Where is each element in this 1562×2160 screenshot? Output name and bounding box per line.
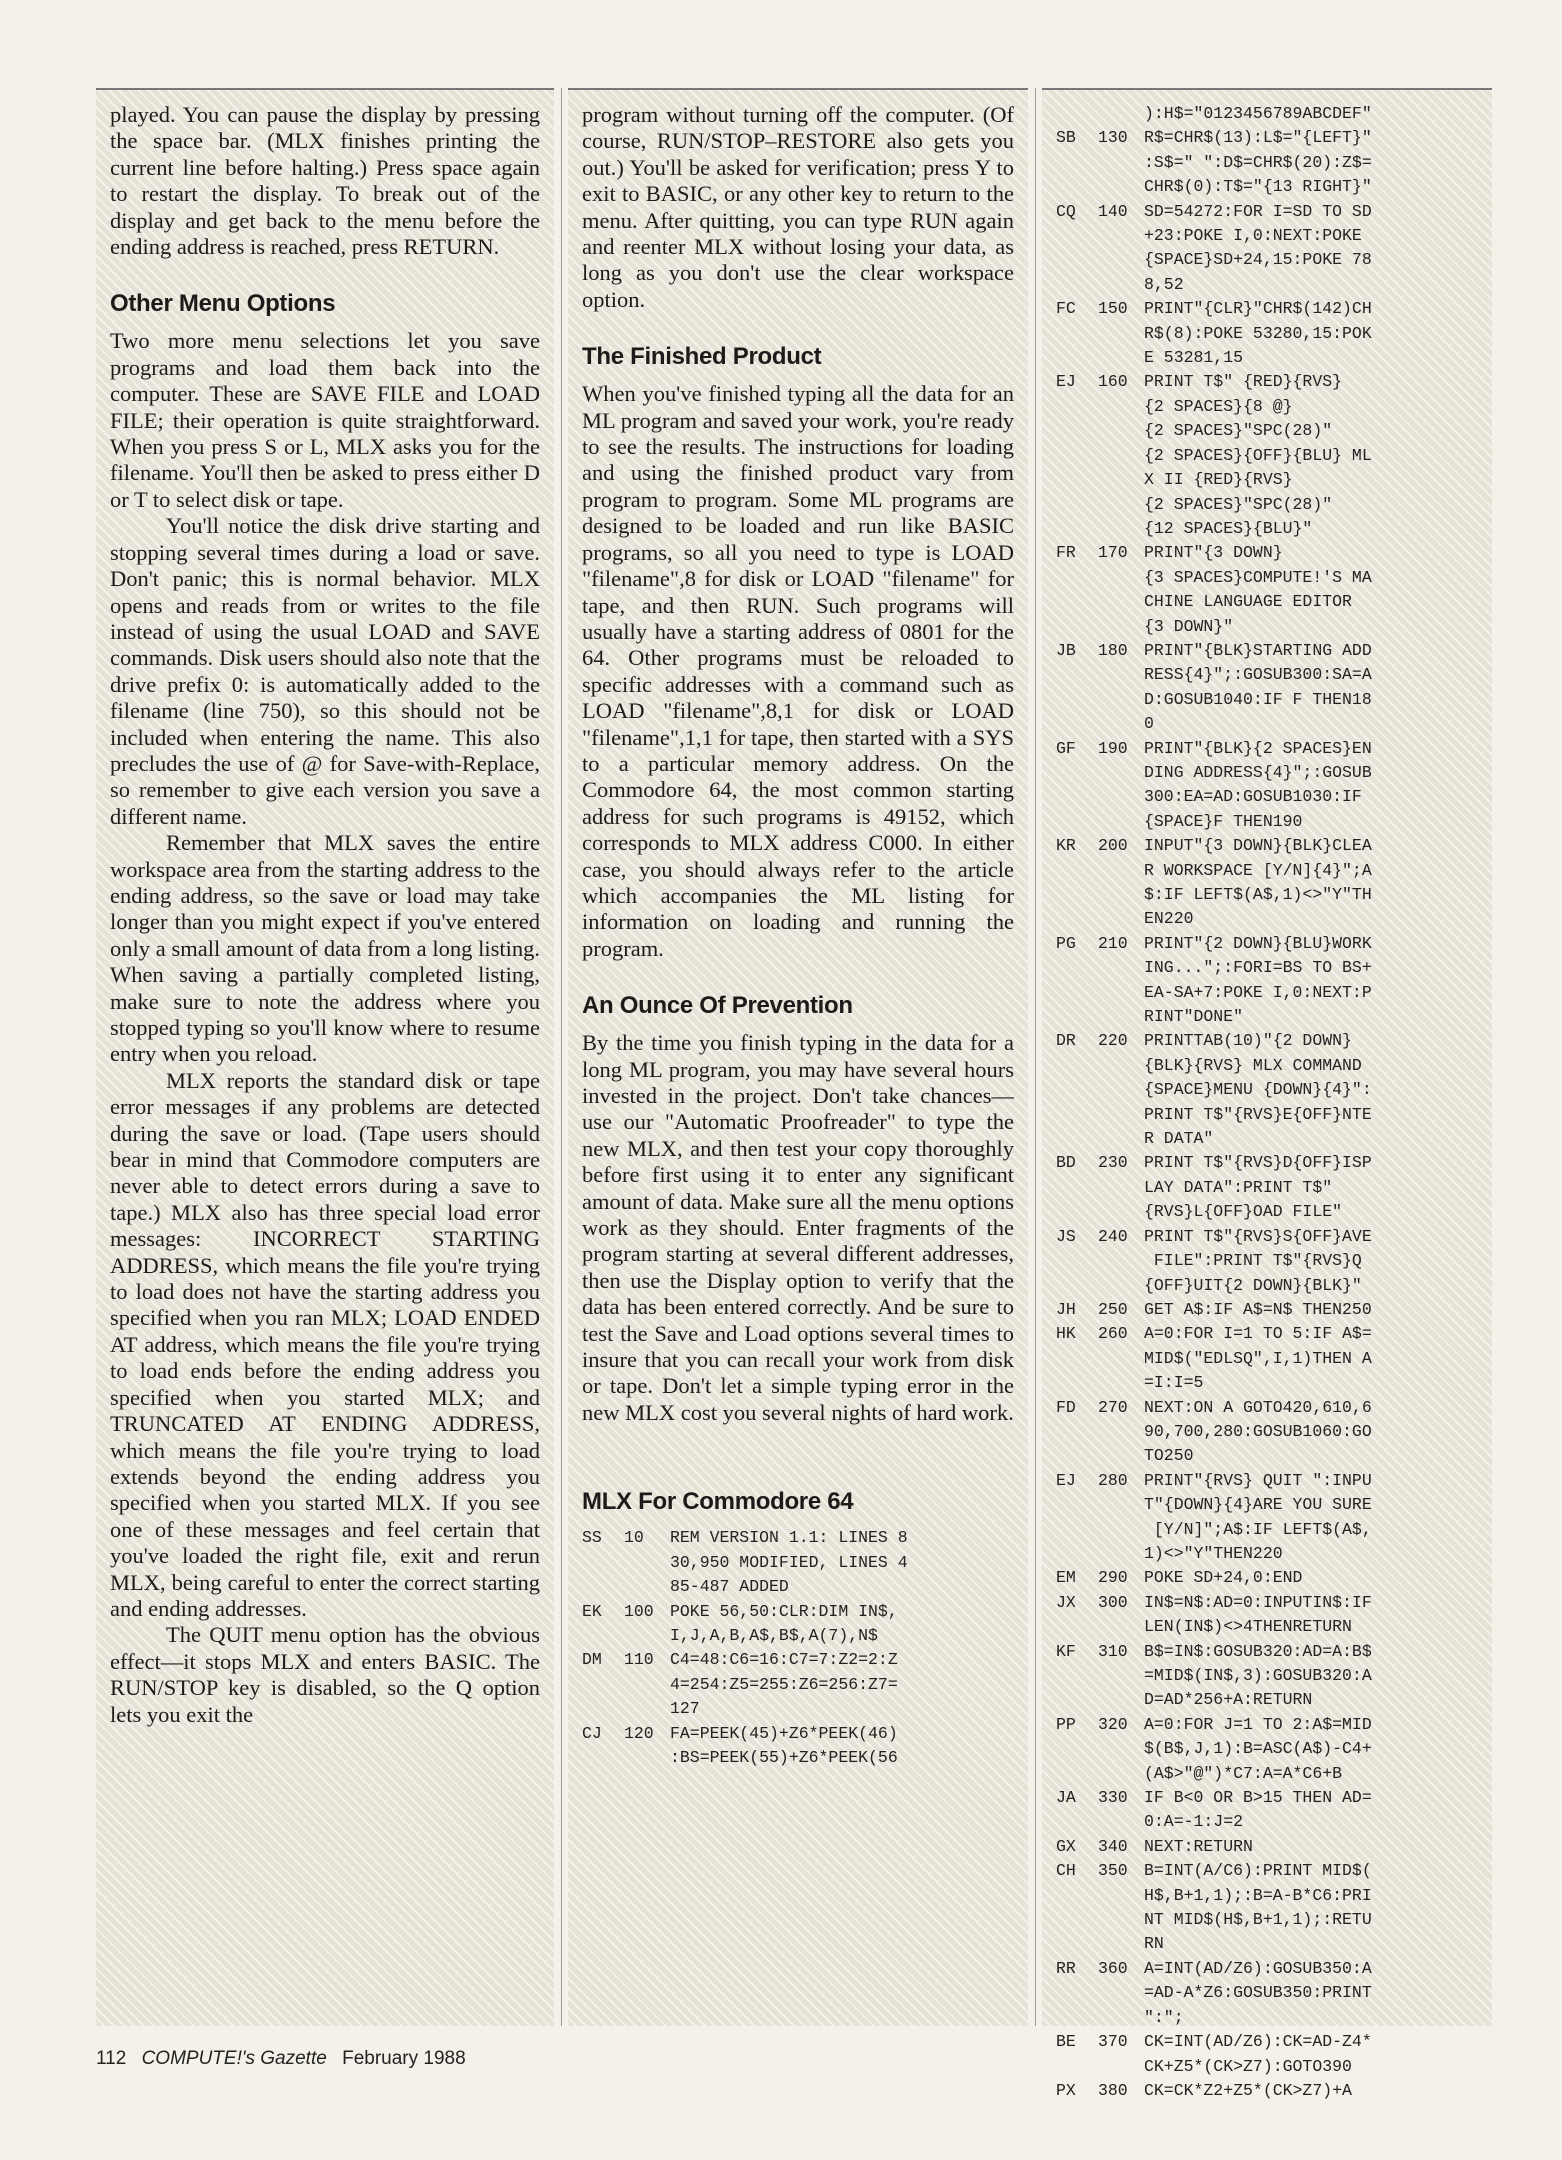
checksum: FD <box>1056 1397 1076 1417</box>
line-number: 100 <box>624 1601 654 1621</box>
paragraph: Two more menu selections let you save programs and load them back into the computer. These are SAVE FILE and LOAD FILE; their operation is quite straightforward. When you press S or L, MLX asks you for the filename. You'll then be asked to press either D or T to select disk or tape. <box>110 328 540 512</box>
code-line-continuation <box>1056 102 1478 126</box>
code-text: PRINT"{2 DOWN}{BLU}WORK ING...";:FORI=BS TO BS+ EA-SA+7:POKE I,0:NEXT:P RINT"DONE" <box>1144 933 1372 1027</box>
checksum: EJ <box>1056 1470 1076 1490</box>
checksum: CJ <box>582 1723 602 1743</box>
code-line <box>1056 2030 1478 2079</box>
code-text: PRINTTAB(10)"{2 DOWN} {BLK}{RVS} MLX COMMAND {SPACE}MENU {DOWN}{4}": PRINT T$"{RVS}E{OFF}NTE R DATA" <box>1144 1031 1372 1149</box>
code-line <box>582 1648 1014 1721</box>
code-text: FA=PEEK(45)+Z6*PEEK(46) :BS=PEEK(55)+Z6*PEEK(56 <box>670 1723 898 1767</box>
line-number: 210 <box>1098 933 1128 953</box>
line-number: 300 <box>1098 1592 1128 1612</box>
column-divider <box>561 88 562 2026</box>
line-number: 120 <box>624 1723 654 1743</box>
code-text: NEXT:ON A GOTO420,610,6 90,700,280:GOSUB1060:GO TO250 <box>1144 1397 1372 1466</box>
code-line <box>1056 737 1478 835</box>
checksum: CQ <box>1056 201 1076 221</box>
code-line <box>1056 1786 1478 1835</box>
line-number: 280 <box>1098 1470 1128 1490</box>
line-number: 170 <box>1098 543 1128 563</box>
text-column-1 <box>96 88 554 2026</box>
code-line <box>582 1600 1014 1649</box>
code-line <box>1056 1835 1478 1859</box>
checksum: DR <box>1056 1031 1076 1051</box>
code-line <box>1056 126 1478 199</box>
code-line <box>1056 1151 1478 1224</box>
line-number: 370 <box>1098 2032 1128 2052</box>
code-line <box>1056 1225 1478 1298</box>
checksum: PP <box>1056 1714 1076 1734</box>
paragraph: When you've finished typing all the data for an ML program and saved your work, you're ready to see the results. The instructions for loading and using the finished product vary from program to program. Some ML programs are designed to be loaded and run like BASIC programs, so all you need to type is LOAD "filename",8 for disk or LOAD "filename" for tape, and then RUN. Such programs will usually have a starting address of 0801 for the 64. Other programs must be reloaded to specific addresses with a command such as LOAD "filename",8,1 for disk or LOAD "filename",1,1 for tape, then started with a SYS to a particular memory address. On the Commodore 64, the most common starting address for such programs is 49152, which corresponds to MLX address C000. In either case, you should always refer to the article which accompanies the ML listing for information on loading and running the program. <box>582 381 1014 961</box>
code-line <box>582 1722 1014 1771</box>
code-line <box>1056 1859 1478 1957</box>
checksum: FC <box>1056 299 1076 319</box>
code-line <box>1056 1957 1478 2030</box>
checksum: JH <box>1056 1299 1076 1319</box>
code-line <box>1056 1029 1478 1151</box>
code-text: B=INT(A/C6):PRINT MID$( H$,B+1,1);:B=A-B*C6:PRI NT MID$(H$,B+1,1);:RETU RN <box>1144 1861 1372 1954</box>
line-number: 360 <box>1098 1958 1128 1978</box>
checksum: EK <box>582 1601 602 1621</box>
section-heading-finished-product: The Finished Product <box>582 343 822 371</box>
checksum: CH <box>1056 1861 1076 1881</box>
code-text: A=0:FOR J=1 TO 2:A$=MID $(B$,J,1):B=ASC(A$)-C4+ (A$>"@")*C7:A=A*C6+B <box>1144 1714 1372 1783</box>
checksum: RR <box>1056 1958 1076 1978</box>
code-text: POKE SD+24,0:END <box>1144 1568 1303 1588</box>
checksum: EJ <box>1056 372 1076 392</box>
checksum: SB <box>1056 128 1076 148</box>
line-number: 180 <box>1098 640 1128 660</box>
line-number: 10 <box>624 1528 644 1548</box>
paragraph: Remember that MLX saves the entire workspace area from the starting address to the ending address, so the save or load may take longer than you might expect if you've entered only a small amount of data from a long listing. When saving a partially completed listing, make sure to note the address where you stopped typing so you'll know where to resume entry when you reload. <box>110 830 540 1067</box>
code-text: CK=CK*Z2+Z5*(CK>Z7)+A <box>1144 2080 1352 2100</box>
code-line <box>1056 1396 1478 1469</box>
line-number: 160 <box>1098 372 1128 392</box>
listing-heading: MLX For Commodore 64 <box>582 1488 854 1516</box>
line-number: 190 <box>1098 738 1128 758</box>
checksum: PX <box>1056 2080 1076 2100</box>
code-line <box>582 1526 1014 1599</box>
checksum: DM <box>582 1650 602 1670</box>
paragraph: program without turning off the computer. (Of course, RUN/STOP–RESTORE also gets you out.) You'll be asked for verification; press Y to exit to BASIC, or any other key to return to the menu. After quitting, you can type RUN again and reenter MLX without losing your data, as long as you don't use the clear workspace option. <box>582 102 1014 312</box>
line-number: 320 <box>1098 1714 1128 1734</box>
paragraph: You'll notice the disk drive starting and stopping several times during a load or save. Don't panic; this is normal behavior. MLX opens and reads from or writes to the file instead of using the usual LOAD and SAVE commands. Disk users should also note that the drive prefix 0: is automatically added to the filename (line 750), so this should not be included when entering the name. This also precludes the use of @ for Save-with-Replace, so remember to give each version you save a different name. <box>110 513 540 829</box>
checksum: BE <box>1056 2032 1076 2052</box>
line-number: 330 <box>1098 1788 1128 1808</box>
code-line <box>1056 1469 1478 1567</box>
line-number: 310 <box>1098 1641 1128 1661</box>
code-text: PRINT"{RVS} QUIT ":INPU T"{DOWN}{4}ARE YOU SURE [Y/N]";A$:IF LEFT$(A$, 1)<>"Y"THEN220 <box>1144 1470 1372 1563</box>
code-text: R$=CHR$(13):L$="{LEFT}" :S$=" ":D$=CHR$(20):Z$= CHR$(0):T$="{13 RIGHT}" <box>1144 128 1372 197</box>
line-number: 200 <box>1098 836 1128 856</box>
line-number: 250 <box>1098 1299 1128 1319</box>
checksum: BD <box>1056 1153 1076 1173</box>
paragraph: The QUIT menu option has the obvious effect—it stops MLX and enters BASIC. The RUN/STOP key is disabled, so the Q option lets you exit the <box>110 1622 540 1727</box>
checksum: KF <box>1056 1641 1076 1661</box>
line-number: 240 <box>1098 1226 1128 1246</box>
code-line <box>1056 1322 1478 1395</box>
paragraph: MLX reports the standard disk or tape error messages if any problems are detected during the save or load. (Tape users should bear in mind that Commodore computers are never able to detect errors during a save to tape.) MLX also has three special load error messages: INCORRECT STARTING ADDRESS, which means the file you're trying to load does not have the starting address you specified when you ran MLX; LOAD ENDED AT address, which means the file you're trying to load ends before the ending address you specified when you started MLX; and TRUNCATED AT ENDING ADDRESS, which means the file you're trying to load extends beyond the ending address you specified when you started MLX. If you see one of these messages and feel certain that you've loaded the right file, exit and rerun MLX, being careful to enter the correct starting and ending addresses. <box>110 1067 540 1621</box>
issue-date: February 1988 <box>342 2048 466 2069</box>
code-line <box>1056 834 1478 932</box>
line-number: 270 <box>1098 1397 1128 1417</box>
line-number: 350 <box>1098 1861 1128 1881</box>
code-listing-part-1 <box>582 1526 1014 1770</box>
checksum: GF <box>1056 738 1076 758</box>
checksum: PG <box>1056 933 1076 953</box>
checksum: JB <box>1056 640 1076 660</box>
paragraph: By the time you finish typing in the data for a long ML program, you may have several hours invested in the project. Don't take chances—use our "Automatic Proofreader" to type the new MLX, and then test your copy thoroughly before first using it to enter any significant amount of data. Make sure all the menu options work as they should. Enter fragments of the program starting at several different addresses, then use the Display option to verify that the data has been entered correctly. And be sure to test the Save and Load options several times to insure that you can recall your work from disk or tape. Don't let a simple typing error in the new MLX cost you several nights of hard work. <box>582 1030 1014 1425</box>
page-number: 112 <box>96 2048 127 2069</box>
line-number: 130 <box>1098 128 1128 148</box>
line-number: 290 <box>1098 1568 1128 1588</box>
line-number: 150 <box>1098 299 1128 319</box>
code-line <box>1056 2079 1478 2103</box>
code-text: POKE 56,50:CLR:DIM IN$, I,J,A,B,A$,B$,A(7),N$ <box>670 1601 898 1645</box>
checksum: SS <box>582 1528 602 1548</box>
code-text: INPUT"{3 DOWN}{BLK}CLEA R WORKSPACE [Y/N]{4}";A $:IF LEFT$(A$,1)<>"Y"TH EN220 <box>1144 836 1372 929</box>
code-text: PRINT T$" {RED}{RVS} {2 SPACES}{8 @} {2 SPACES}"SPC(28)" {2 SPACES}{OFF}{BLU} ML X II {RED}{RVS} {2 SPACES}"SPC(28)" {12 SPACES}{BLU}" <box>1144 372 1372 538</box>
code-text: CK=INT(AD/Z6):CK=AD-Z4* CK+Z5*(CK>Z7):GOTO390 <box>1144 2032 1372 2076</box>
line-number: 140 <box>1098 201 1128 221</box>
page-footer <box>96 2048 476 2070</box>
code-column <box>1042 88 1492 2100</box>
code-line <box>1056 541 1478 639</box>
code-text: A=INT(AD/Z6):GOSUB350:A =AD-A*Z6:GOSUB350:PRINT ":"; <box>1144 1958 1372 2027</box>
checksum: KR <box>1056 836 1076 856</box>
line-number: 340 <box>1098 1836 1128 1856</box>
paragraph: played. You can pause the display by pressing the space bar. (MLX finishes printing the current line before halting.) Press space again to restart the display. To break out of the display and get back to the menu before the ending address is reached, press RETURN. <box>110 102 540 260</box>
code-text: IF B<0 OR B>15 THEN AD= 0:A=-1:J=2 <box>1144 1788 1372 1832</box>
line-number: 220 <box>1098 1031 1128 1051</box>
code-line <box>1056 1713 1478 1786</box>
section-heading-other-menu-options: Other Menu Options <box>110 290 336 318</box>
code-text: PRINT"{3 DOWN} {3 SPACES}COMPUTE!'S MA CHINE LANGUAGE EDITOR {3 DOWN}" <box>1144 543 1372 636</box>
code-text: ):H$="0123456789ABCDEF" <box>1144 104 1372 123</box>
code-line <box>1056 1640 1478 1713</box>
code-listing-part-2 <box>1056 126 1478 2103</box>
checksum: JS <box>1056 1226 1076 1246</box>
code-text: PRINT"{BLK}{2 SPACES}EN DING ADDRESS{4}";:GOSUB 300:EA=AD:GOSUB1030:IF {SPACE}F THEN190 <box>1144 738 1372 831</box>
line-number: 260 <box>1098 1324 1128 1344</box>
code-line <box>1056 200 1478 298</box>
checksum: GX <box>1056 1836 1076 1856</box>
code-text: REM VERSION 1.1: LINES 8 30,950 MODIFIED, LINES 4 85-487 ADDED <box>670 1528 908 1597</box>
code-text: GET A$:IF A$=N$ THEN250 <box>1144 1299 1372 1319</box>
code-text: B$=IN$:GOSUB320:AD=A:B$ =MID$(IN$,3):GOSUB320:A D=AD*256+A:RETURN <box>1144 1641 1372 1710</box>
checksum: EM <box>1056 1568 1076 1588</box>
code-text: A=0:FOR I=1 TO 5:IF A$= MID$("EDLSQ",I,1)THEN A =I:I=5 <box>1144 1324 1372 1393</box>
line-number: 380 <box>1098 2080 1128 2100</box>
checksum: HK <box>1056 1324 1076 1344</box>
code-line <box>1056 370 1478 541</box>
section-heading-ounce-of-prevention: An Ounce Of Prevention <box>582 992 853 1020</box>
code-text: SD=54272:FOR I=SD TO SD +23:POKE I,0:NEXT:POKE {SPACE}SD+24,15:POKE 78 8,52 <box>1144 201 1372 294</box>
checksum: FR <box>1056 543 1076 563</box>
code-line <box>1056 297 1478 370</box>
code-text: PRINT"{BLK}STARTING ADD RESS{4}";:GOSUB300:SA=A D:GOSUB1040:IF F THEN18 0 <box>1144 640 1372 734</box>
code-line <box>1056 1298 1478 1322</box>
checksum: JX <box>1056 1592 1076 1612</box>
code-line <box>1056 639 1478 737</box>
line-number: 230 <box>1098 1153 1128 1173</box>
code-line <box>1056 932 1478 1030</box>
code-text: PRINT T$"{RVS}S{OFF}AVE FILE":PRINT T$"{RVS}Q {OFF}UIT{2 DOWN}{BLK}" <box>1144 1226 1372 1295</box>
code-line <box>1056 1566 1478 1590</box>
code-text: PRINT"{CLR}"CHR$(142)CH R$(8):POKE 53280,15:POK E 53281,15 <box>1144 299 1372 368</box>
text-column-2 <box>568 88 1028 2026</box>
publication-name: COMPUTE!'s Gazette <box>141 2048 327 2069</box>
code-text: NEXT:RETURN <box>1144 1836 1253 1856</box>
column-divider <box>1035 88 1036 2026</box>
checksum: JA <box>1056 1788 1076 1808</box>
code-text: C4=48:C6=16:C7=7:Z2=2:Z 4=254:Z5=255:Z6=256:Z7= 127 <box>670 1650 898 1719</box>
code-text: IN$=N$:AD=0:INPUTIN$:IF LEN(IN$)<>4THENRETURN <box>1144 1592 1372 1637</box>
code-line <box>1056 1591 1478 1640</box>
line-number: 110 <box>624 1650 654 1670</box>
code-text: PRINT T$"{RVS}D{OFF}ISP LAY DATA":PRINT T$" {RVS}L{OFF}OAD FILE" <box>1144 1153 1372 1222</box>
